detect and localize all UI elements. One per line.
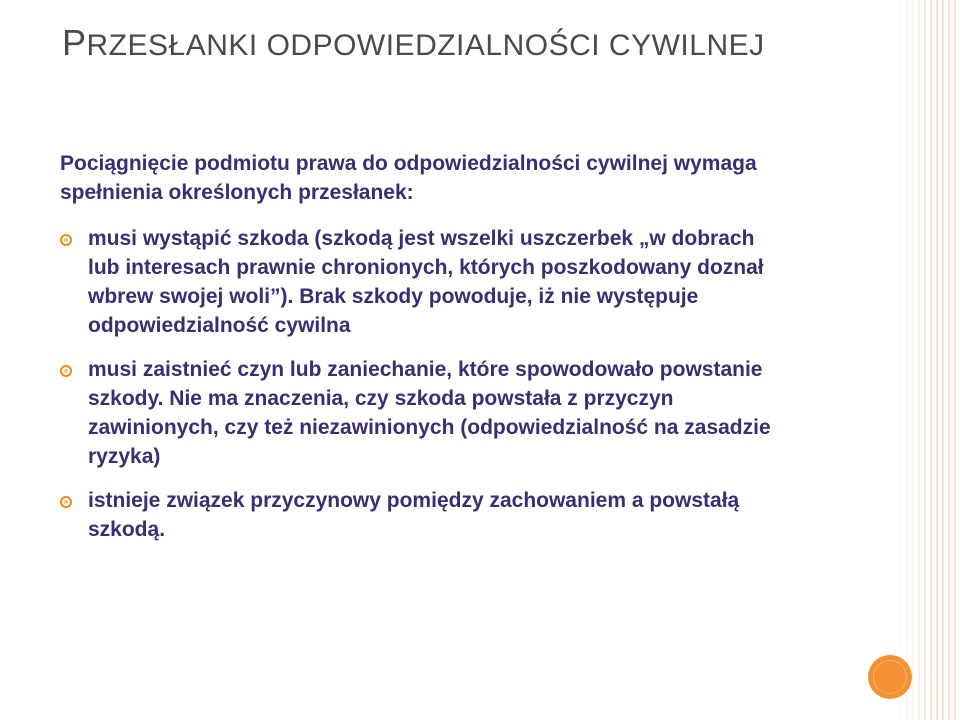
list-item-damage [60,224,870,340]
bullet-line: musi wystąpić szkoda (szkodą jest wszelki uszczerbek „w dobrach [88,227,755,250]
slide-content [60,149,870,559]
bullet-line: ryzyka) [88,445,161,468]
intro-line: spełnienia określonych przesłanek: [60,181,414,204]
bullet-circle-icon [60,234,72,246]
list-item-causation [60,486,870,544]
bullet-circle-icon [60,496,72,508]
bullet-line: musi zaistnieć czyn lub zaniechanie, które spowodowało powstanie [88,358,763,381]
bullet-line: wbrew swojej woli”). Brak szkody powoduje, iż nie występuje [88,285,699,308]
bullet-line: odpowiedzialność cywilna [88,314,351,337]
slide-title-initial: P [62,22,87,63]
list-item-act [60,355,870,471]
premises-list [60,224,870,544]
decorative-stripes-fade [900,0,960,720]
bullet-line: istnieje związek przyczynowy pomiędzy zachowaniem a powstałą [88,489,740,512]
intro-line: Pociągnięcie podmiotu prawa do odpowiedzialności cywilnej wymaga [60,152,757,175]
bullet-line: lub interesach prawnie chronionych, których poszkodowany doznał [88,256,764,279]
slide-title [62,22,765,64]
slide-title-rest: RZESŁANKI ODPOWIEDZIALNOŚCI CYWILNEJ [86,29,765,62]
bullet-line: zawinionych, czy też niezawinionych (odpowiedzialność na zasadzie [88,416,771,439]
intro-paragraph [60,149,870,207]
bullet-line: szkodą. [88,518,166,541]
bullet-circle-icon [60,365,72,377]
bullet-line: szkody. Nie ma znaczenia, czy szkoda powstała z przyczyn [88,387,674,410]
orange-circle-decoration-icon [868,655,912,699]
